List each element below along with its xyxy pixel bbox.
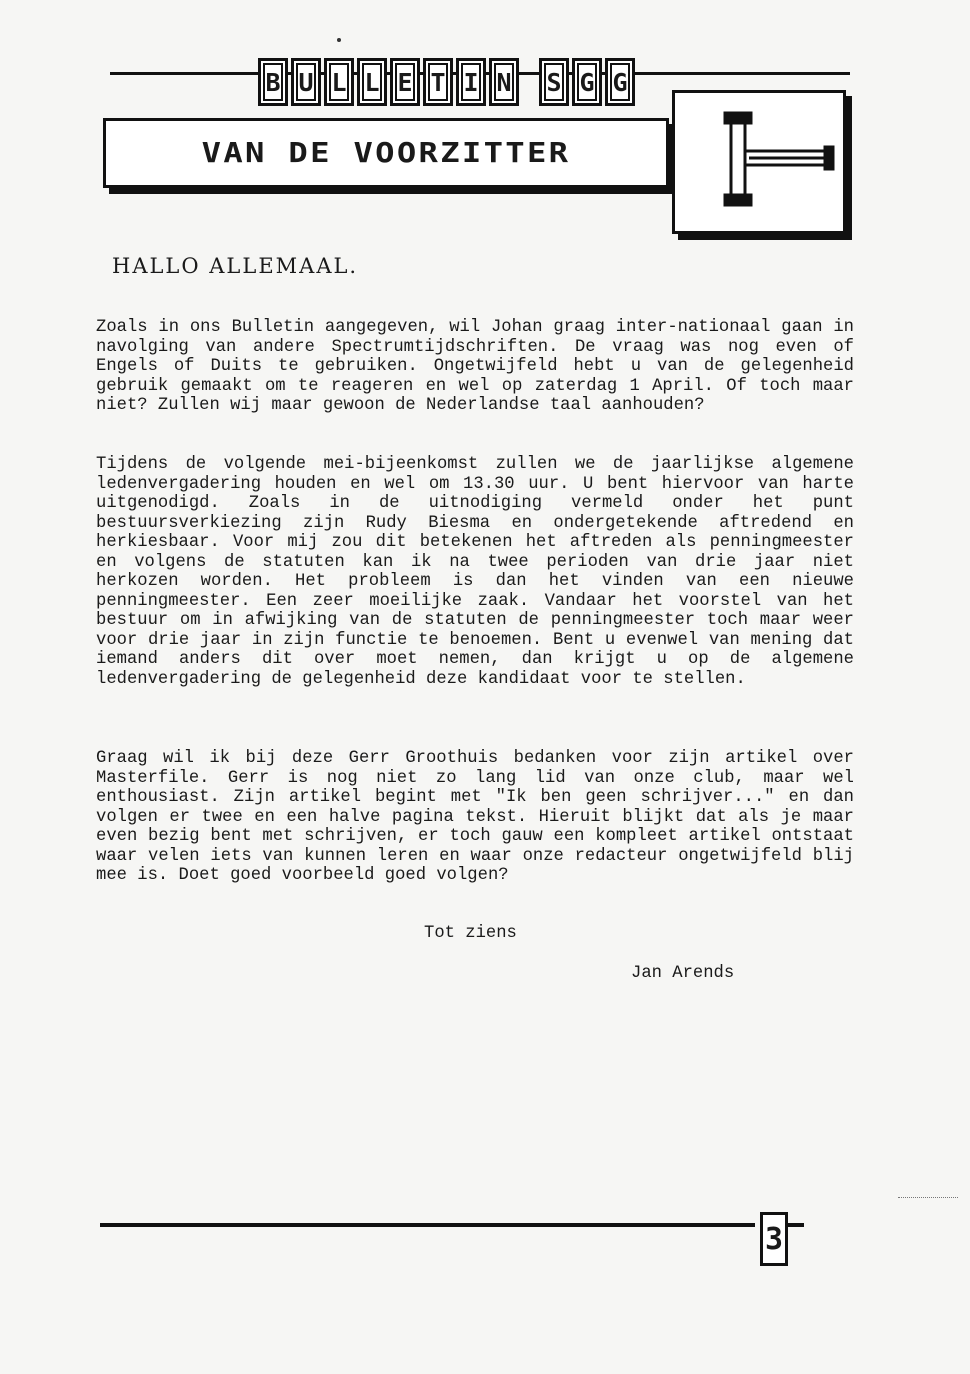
logo-letter: N [489, 58, 519, 106]
section-title-box [103, 118, 669, 188]
signature: Jan Arends [631, 964, 735, 983]
paragraph-2: Tijdens de volgende mei-bijeenkomst zullen we de jaarlijkse algemene ledenvergadering houden en wel om 13.30 uur. U bent hiervoor van harte uitgenodigd. Zoals in de uitnodiging vermeld onder het punt bestuursverkiezing zijn Rudy Biesma en ondergetekende aftredend en herkiesbaar. Voor mij zou dit betekenen het aftreden als penningmeester en volgens de statuten kan ik na twee perioden van drie jaar niet herkozen worden. Het probleem is dan het vinden van een nieuwe penningmeester. Een zeer moeilijke zaak. Vandaar het voorstel van het bestuur om in afwijking van de statuten de penningmeester toch maar weer voor drie jaar in zijn functie te benoemen. Bent u evenwel van mening dat iemand anders dit over moet nemen, dan krijgt u op de algemene ledenvergadering de gelegenheid deze kandidaat voor te stellen. [96, 455, 854, 689]
logo-letter: U [291, 58, 321, 106]
logo-letter: T [423, 58, 453, 106]
dotted-mark [898, 1197, 958, 1199]
logo-letter: S [539, 58, 569, 106]
logo-letter: L [357, 58, 387, 106]
speck [337, 38, 341, 42]
footer-rule [100, 1223, 755, 1227]
logo-letter: B [258, 58, 288, 106]
logo-letter: E [390, 58, 420, 106]
paragraph-3: Graag wil ik bij deze Gerr Groothuis bedanken voor zijn artikel over Masterfile. Gerr is nog niet zo lang lid van onze club, maar wel enthousiast. Zijn artikel begint met "Ik ben geen schrijver..." en dan volgen er twee en een halve pagina tekst. Hieruit blijkt dat als je maar even bezig bent met schrijven, er toch gauw een kompleet artikel ontstaat waar velen iets van kunnen leren en waar onze redacteur ongetwijfeld blij mee is. Doet goed voorbeeld goed volgen? [96, 749, 854, 885]
logo-letter: G [605, 58, 635, 106]
logo-letter: G [572, 58, 602, 106]
closing: Tot ziens [424, 924, 517, 943]
section-title: VAN DE VOORZITTER [201, 136, 571, 169]
logo-letter: L [324, 58, 354, 106]
greeting: HALLO ALLEMAAL. [112, 254, 359, 278]
logo-letter: I [456, 58, 486, 106]
bulletin-sgg-logo [258, 58, 635, 106]
paragraph-1: Zoals in ons Bulletin aangegeven, wil Johan graag inter-nationaal gaan in navolging van andere Spectrumtijdschriften. De vraag was nog even of Engels of Duits te gebruiken. Ongetwijfeld hebt u van de gelegenheid gebruik gemaakt om te reageren en wel op zaterdag 1 April. Of toch maar niet? Zullen wij maar gewoon de Nederlandse taal aanhouden? [96, 318, 854, 415]
page-number: 3 [760, 1212, 788, 1266]
